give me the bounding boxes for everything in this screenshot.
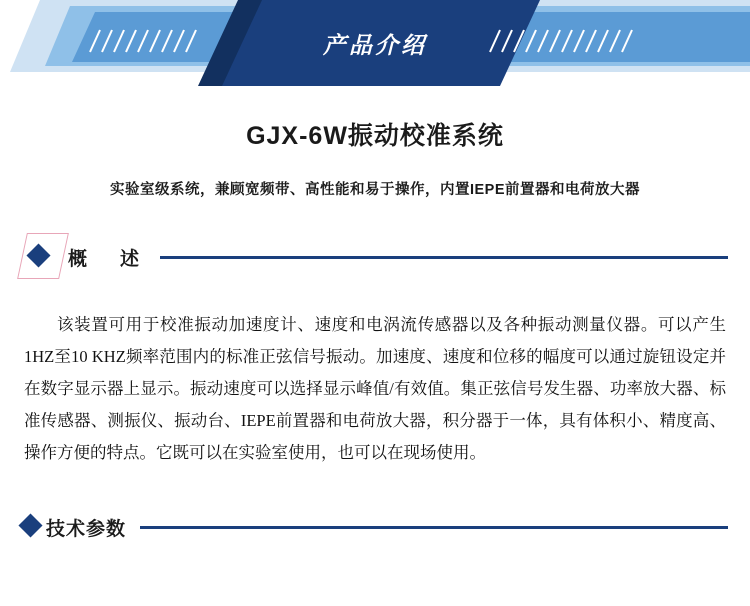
document-content [0, 116, 750, 555]
page-subtitle: 实验室级系统，兼顾宽频带、高性能和易于操作，内置IEPE前置器和电荷放大器 [109, 182, 641, 198]
section-heading-specs [0, 499, 750, 555]
page-banner [0, 0, 750, 86]
section-rule [140, 526, 728, 529]
section-paragraph-overview: 该装置可用于校准振动加速度计、速度和电涡流传感器以及各种振动测量仪器。可以产生1HZ至10 KHZ频率范围内的标准正弦信号振动。加速度、速度和位移的幅度可以通过旋钮设定并在数字显示器上显示。振动速度可以选择显示峰值/有效值。集正弦信号发生器、功率放大器、标准传感器、测振仪、振动台、IEPE前置器和电荷放大器，积分器于一体，具有体积小、精度高、操作方便的特点。它既可以在实验室使用，也可以在现场使用。 [24, 315, 726, 462]
diamond-decoration-icon [14, 499, 50, 555]
page-title: GJX-6W振动校准系统 [246, 122, 504, 150]
section-label-specs: 技术参数 [46, 518, 127, 540]
diamond-decoration-icon [14, 229, 72, 285]
section-heading-overview [0, 229, 750, 285]
section-label-overview: 概 述 [68, 248, 147, 270]
banner-title: 产品介绍 [323, 32, 427, 58]
section-rule [160, 256, 728, 259]
